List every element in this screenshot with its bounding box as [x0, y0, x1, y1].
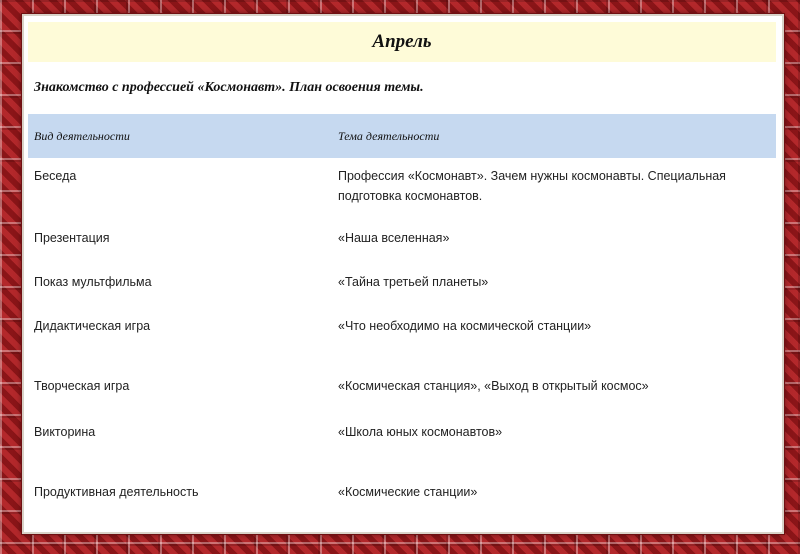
page-title: Знакомство с профессией «Космонавт». План освоения темы.: [28, 62, 776, 114]
activity-topic-cell: «Что необходимо на космической станции»: [338, 319, 592, 333]
month-heading: Апрель: [28, 22, 776, 62]
activity-type-cell: Дидактическая игра: [34, 319, 151, 333]
activity-topic-cell: «Школа юных космонавтов»: [338, 425, 503, 439]
activity-table: [28, 158, 776, 524]
activity-type-cell: Творческая игра: [34, 379, 130, 393]
activity-type-cell: Викторина: [34, 425, 96, 439]
table-row: [28, 264, 776, 308]
table-row: [28, 414, 776, 474]
activity-topic-cell: «Тайна третьей планеты»: [338, 275, 489, 289]
activity-topic-cell: Профессия «Космонавт». Зачем нужны космонавты. Специальная подготовка космонавтов.: [338, 169, 726, 203]
table-row: [28, 474, 776, 524]
activity-type-cell: Показ мультфильма: [34, 275, 152, 289]
table-header: [28, 114, 776, 158]
table-row: [28, 220, 776, 264]
activity-type-cell: Презентация: [34, 231, 110, 245]
activity-topic-cell: «Наша вселенная»: [338, 231, 450, 245]
table-row: [28, 368, 776, 414]
table-row: [28, 308, 776, 368]
activity-type-cell: Продуктивная деятельность: [34, 485, 199, 499]
table-row: [28, 158, 776, 220]
activity-topic-cell: «Космическая станция», «Выход в открытый космос»: [338, 379, 649, 393]
header-activity-type: Вид деятельности: [34, 128, 130, 143]
document-page: [28, 22, 776, 526]
activity-topic-cell: «Космические станции»: [338, 485, 478, 499]
header-activity-topic: Тема деятельности: [338, 128, 440, 143]
activity-type-cell: Беседа: [34, 169, 77, 183]
